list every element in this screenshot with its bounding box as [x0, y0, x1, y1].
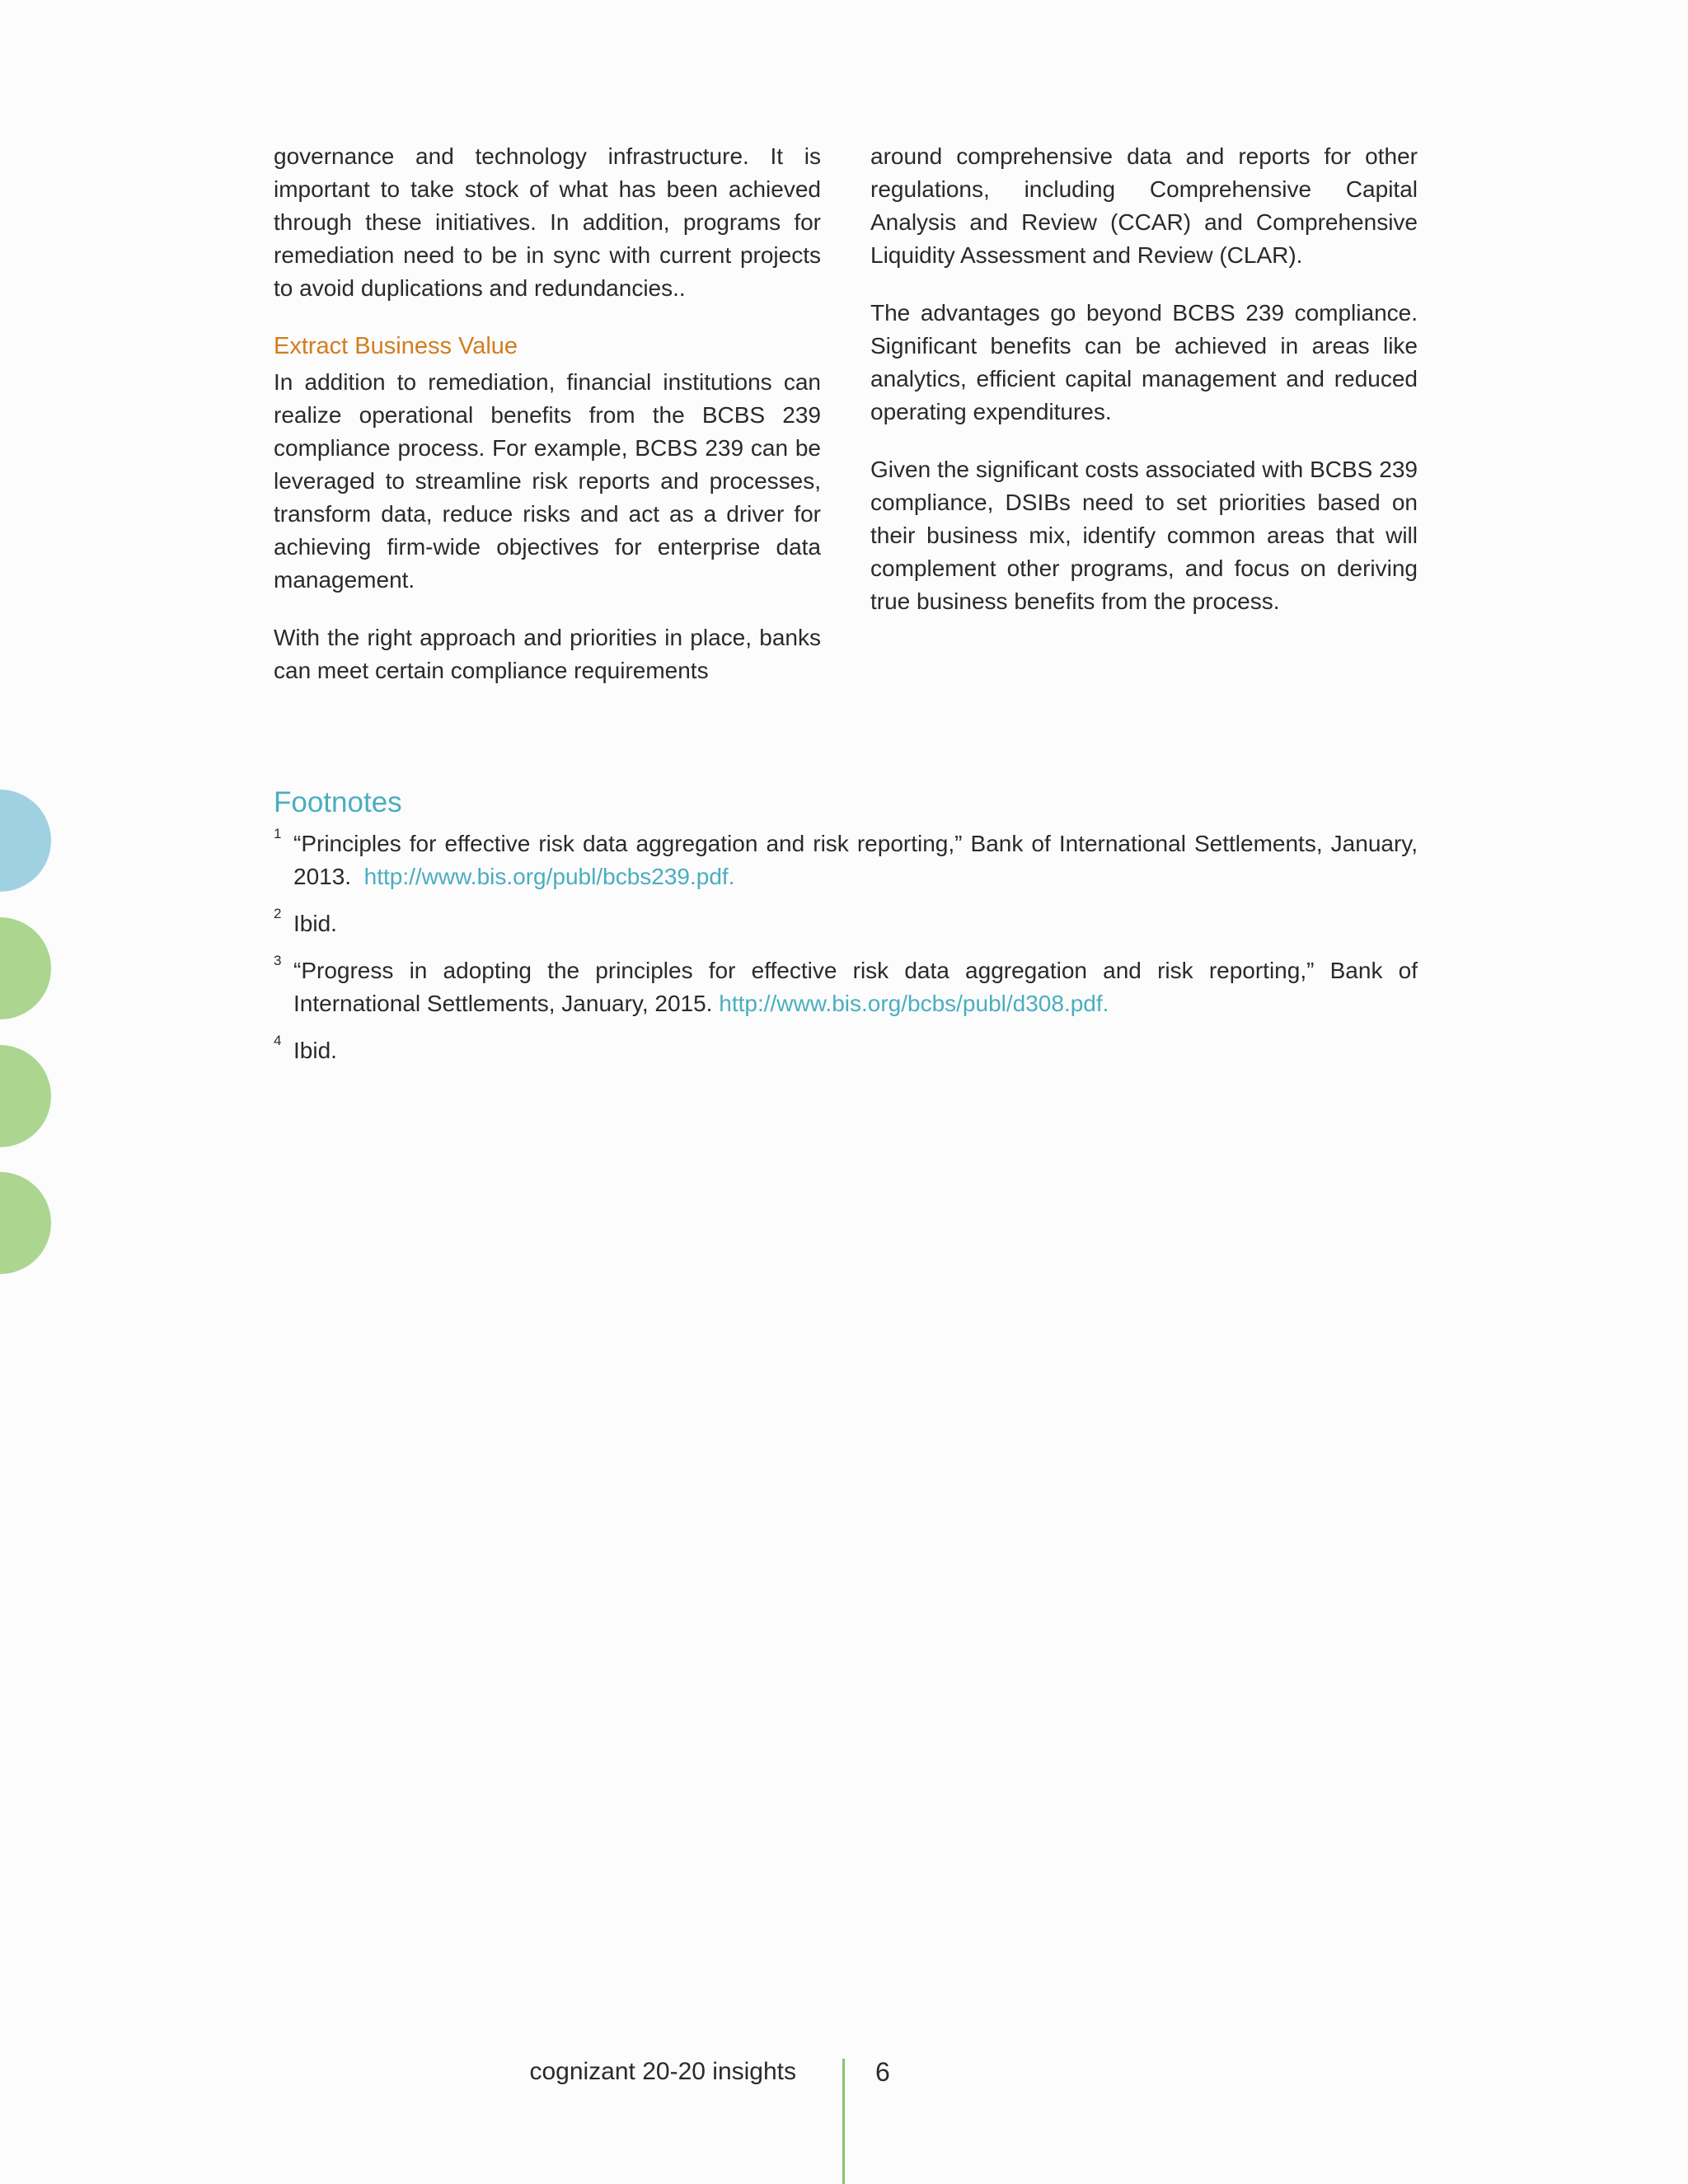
- left-paragraph-3: With the right approach and priorities in place, banks can meet certain compliance requirements: [274, 625, 821, 683]
- left-paragraph-1: governance and technology infrastructure. It is important to take stock of what has been achieved through these initiatives. In addition, programs for remediation need to be in sync with current projects to avoid duplications and redundancies..: [274, 143, 821, 301]
- footer-divider: [842, 2059, 845, 2184]
- decorative-green-circle-2: [0, 1045, 51, 1147]
- left-column: [274, 140, 821, 712]
- footnote-text: “Progress in adopting the principles for effective risk data aggregation and risk reporting,” Bank of International Settlements, January, 2015.: [293, 958, 1418, 1016]
- right-column: [870, 140, 1418, 643]
- decorative-green-circle-3: [0, 1172, 51, 1274]
- footnote-number: 3: [274, 953, 282, 968]
- section-heading-extract-business-value: Extract Business Value: [274, 333, 518, 359]
- right-paragraph-2: The advantages go beyond BCBS 239 compliance. Significant benefits can be achieved in areas like analytics, efficient capital management and reduced operating expenditures.: [870, 300, 1418, 424]
- page-number: 6: [875, 2057, 890, 2087]
- footnote-link[interactable]: http://www.bis.org/bcbs/publ/d308.pdf.: [719, 991, 1109, 1016]
- footnote-4: [274, 1034, 1418, 1067]
- decorative-green-circle-1: [0, 917, 51, 1019]
- footnote-3: [274, 954, 1418, 1020]
- footnote-text: “Principles for effective risk data aggregation and risk reporting,” Bank of International Settlements, January, 2013.: [293, 831, 1418, 889]
- footnote-1: [274, 827, 1418, 893]
- footnotes-section: [274, 785, 1418, 1081]
- right-paragraph-1: around comprehensive data and reports for other regulations, including Comprehensive Capital Analysis and Review (CCAR) and Comprehensive Liquidity Assessment and Review (CLAR).: [870, 143, 1418, 268]
- footnote-text: Ibid.: [293, 1038, 337, 1063]
- decorative-blue-circle: [0, 790, 51, 892]
- footnote-number: 4: [274, 1033, 282, 1048]
- footnote-link[interactable]: http://www.bis.org/publ/bcbs239.pdf.: [363, 864, 735, 889]
- footnote-number: 2: [274, 906, 282, 921]
- right-paragraph-3: Given the significant costs associated with BCBS 239 compliance, DSIBs need to set priorities based on their business mix, identify common areas that will complement other programs, and focus on deriving true business benefits from the process.: [870, 457, 1418, 614]
- footnote-number: 1: [274, 826, 282, 841]
- footnotes-title: Footnotes: [274, 786, 402, 818]
- footnote-text: Ibid.: [293, 911, 337, 936]
- footer-publication-name: cognizant 20-20 insights: [529, 2058, 796, 2085]
- footnote-2: [274, 907, 1418, 940]
- left-paragraph-2: In addition to remediation, financial institutions can realize operational benefits from the BCBS 239 compliance process. For example, BCBS 239 can be leveraged to streamline risk reports and processes, transform data, reduce risks and act as a driver for achieving firm-wide objectives for enterprise data management.: [274, 369, 821, 593]
